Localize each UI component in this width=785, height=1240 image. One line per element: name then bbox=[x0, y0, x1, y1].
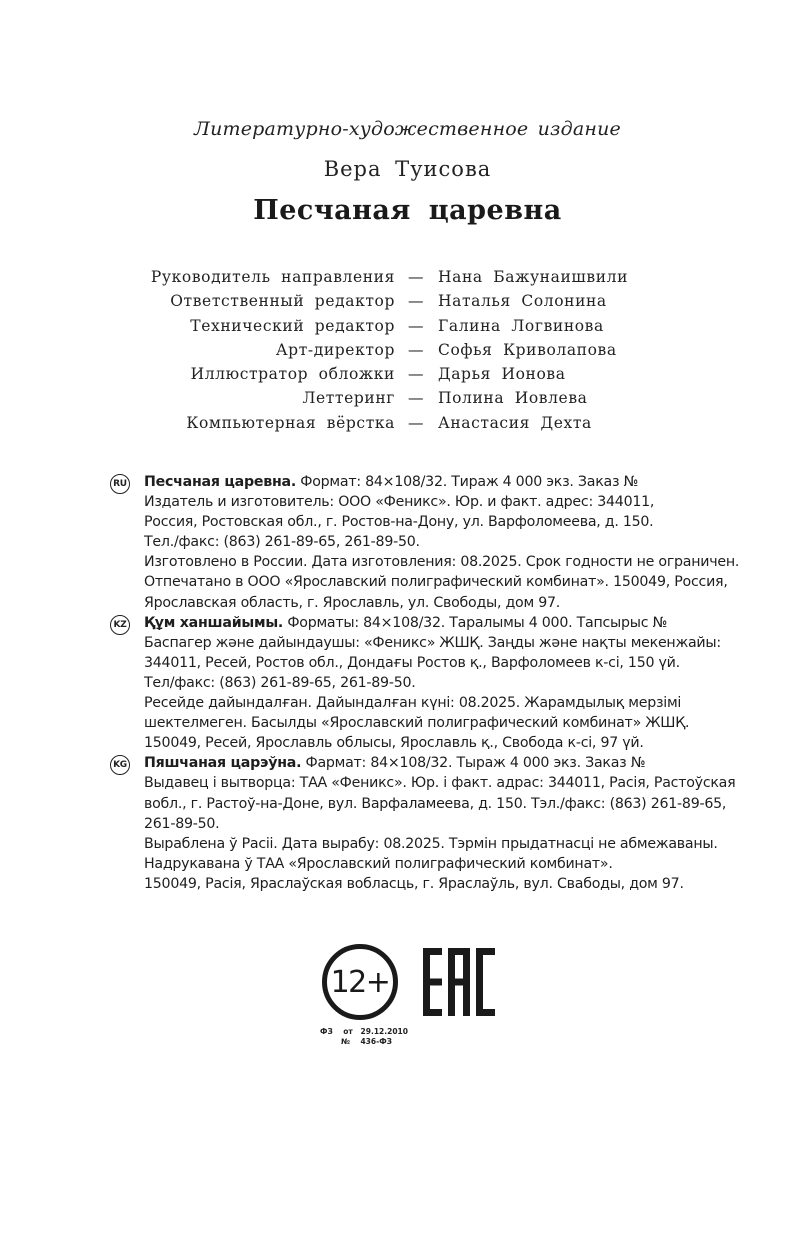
credit-row bbox=[0, 268, 785, 292]
imprint-line: Ярославская область, г. Ярославль, ул. Свободы, дом 97. bbox=[144, 594, 561, 611]
credit-row bbox=[0, 365, 785, 389]
credit-name: Софья Криволапова bbox=[438, 340, 617, 359]
age-rating-text: 12+ bbox=[330, 964, 390, 1000]
credit-dash: — bbox=[407, 292, 425, 311]
credit-name: Дарья Ионова bbox=[438, 365, 566, 384]
law-reference bbox=[320, 1027, 410, 1047]
credit-row bbox=[0, 341, 785, 365]
imprint-line: Ресейде дайындалған. Дайындалған күні: 08.2025. Жарамдылық мерзімі bbox=[144, 695, 682, 712]
certification-marks bbox=[320, 942, 520, 1052]
credit-dash: — bbox=[407, 365, 425, 384]
credit-dash: — bbox=[407, 316, 425, 335]
series-label: Литературно-художественное издание bbox=[194, 118, 621, 140]
book-title: Песчаная царевна bbox=[253, 195, 562, 226]
credit-row bbox=[0, 414, 785, 438]
credit-role: Иллюстратор обложки bbox=[190, 365, 395, 384]
credit-dash: — bbox=[407, 389, 425, 408]
imprint-line: Надрукавана ў ТАА «Ярославский полиграфический комбинат». bbox=[144, 855, 613, 872]
imprint-block-kg bbox=[110, 753, 750, 894]
imprint-section bbox=[110, 472, 750, 894]
credit-name: Анастасия Дехта bbox=[438, 413, 592, 432]
imprint-line: 150049, Ресей, Ярославль облысы, Ярославль қ., Свобода к-сі, 97 үй. bbox=[144, 735, 644, 752]
law-line: № 436-ФЗ bbox=[341, 1037, 393, 1046]
imprint-line: Издатель и изготовитель: ООО «Феникс». Юр. и факт. адрес: 344011, bbox=[144, 494, 655, 511]
credit-name: Нана Бажунаишвили bbox=[438, 268, 629, 286]
imprint-title: Құм ханшайымы. bbox=[144, 614, 284, 631]
imprint-line: вобл., г. Растоў-на-Доне, вул. Варфаламеева, д. 150. Тэл./факс: (863) 261-89-65, bbox=[144, 795, 727, 812]
imprint-line: Отпечатано в ООО «Ярославский полиграфический комбинат». 150049, Россия, bbox=[144, 574, 728, 591]
imprint-line: Россия, Ростовская обл., г. Ростов-на-Дону, ул. Варфоломеева, д. 150. bbox=[144, 514, 654, 531]
credit-row bbox=[0, 389, 785, 413]
imprint-line: Выраблена ў Расіі. Дата вырабу: 08.2025. Тэрмін прыдатнасці не абмежаваны. bbox=[144, 835, 718, 852]
imprint-line: 261-89-50. bbox=[144, 815, 220, 832]
imprint-line: Выдавец і вытворца: ТАА «Феникс». Юр. і факт. адрас: 344011, Расія, Растоўская bbox=[144, 775, 736, 792]
imprint-line: Тел./факс: (863) 261-89-65, 261-89-50. bbox=[144, 534, 420, 551]
credit-dash: — bbox=[407, 268, 425, 286]
imprint-block-kz bbox=[110, 613, 750, 754]
imprint-block-ru bbox=[110, 472, 750, 613]
credit-row bbox=[0, 317, 785, 341]
eac-logo-icon bbox=[423, 948, 495, 1016]
imprint-line: шектелмеген. Басылды «Ярославский полиграфический комбинат» ЖШҚ. bbox=[144, 715, 690, 732]
language-badge-ru: RU bbox=[110, 474, 130, 494]
credit-role: Арт-директор bbox=[275, 340, 395, 359]
imprint-line: Форматы: 84×108/32. Таралымы 4 000. Тапсырыс № bbox=[287, 614, 668, 631]
imprint-line: Фармат: 84×108/32. Тыраж 4 000 экз. Заказ № bbox=[305, 755, 646, 772]
imprint-line: Тел/факс: (863) 261-89-65, 261-89-50. bbox=[144, 674, 416, 691]
imprint-line: Формат: 84×108/32. Тираж 4 000 экз. Заказ № bbox=[300, 474, 639, 490]
law-line: ФЗ от 29.12.2010 bbox=[320, 1027, 408, 1036]
credit-role: Руководитель направления bbox=[150, 268, 395, 286]
credit-name: Полина Иовлева bbox=[438, 389, 588, 408]
credits-list bbox=[0, 268, 785, 438]
age-rating-badge bbox=[322, 944, 398, 1020]
credit-name: Галина Логвинова bbox=[438, 316, 604, 335]
credit-row bbox=[0, 292, 785, 316]
credit-role: Компьютерная вёрстка bbox=[186, 413, 395, 432]
credit-role: Леттеринг bbox=[302, 389, 395, 408]
author-name: Вера Туисова bbox=[323, 157, 492, 181]
imprint-line: 344011, Ресей, Ростов обл., Дондағы Ростов қ., Варфоломеев к-сі, 150 үй. bbox=[144, 654, 680, 671]
imprint-line: Баспагер және дайындаушы: «Феникс» ЖШҚ. Заңды және нақты мекенжайы: bbox=[144, 634, 721, 651]
credit-role: Технический редактор bbox=[190, 316, 395, 335]
language-badge-kz: KZ bbox=[110, 615, 130, 635]
credit-name: Наталья Солонина bbox=[438, 292, 607, 311]
credit-dash: — bbox=[407, 340, 425, 359]
imprint-title: Пяшчаная царэўна. bbox=[144, 755, 302, 772]
imprint-line: 150049, Расія, Яраслаўская вобласць, г. Яраслаўль, вул. Свабоды, дом 97. bbox=[144, 875, 684, 892]
imprint-line: Изготовлено в России. Дата изготовления: 08.2025. Срок годности не ограничен. bbox=[144, 554, 740, 571]
credit-role: Ответственный редактор bbox=[170, 292, 395, 311]
imprint-title: Песчаная царевна. bbox=[144, 474, 297, 490]
language-badge-kg: KG bbox=[110, 755, 130, 775]
credit-dash: — bbox=[407, 413, 425, 432]
